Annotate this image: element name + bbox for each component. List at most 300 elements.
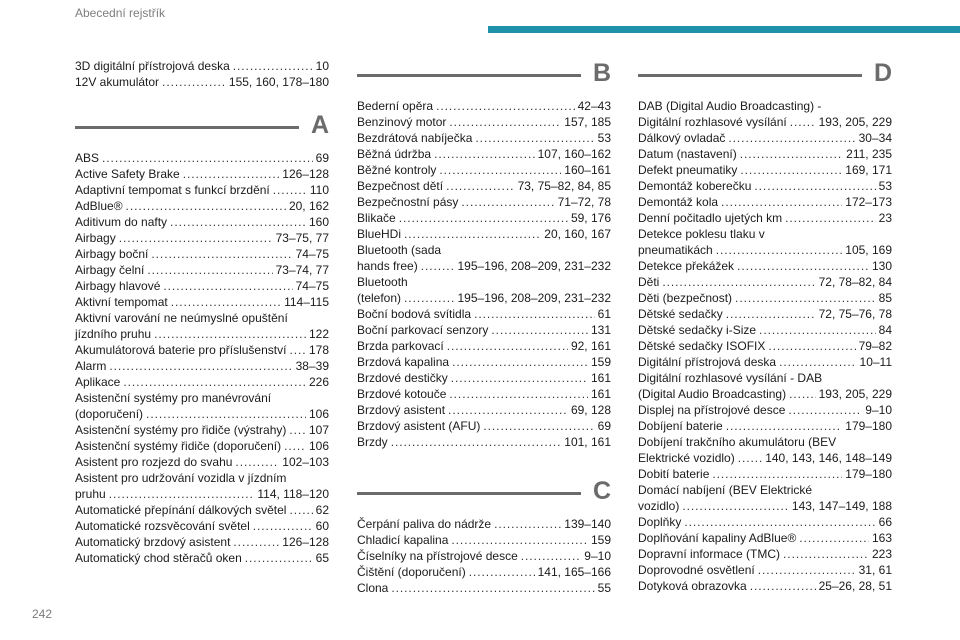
index-entry [357, 532, 611, 548]
leader-dots [726, 306, 816, 322]
index-entry [75, 422, 329, 438]
leader-dots [421, 258, 455, 274]
index-entry-term: Bederní opěra [357, 99, 434, 113]
index-entry [75, 534, 329, 550]
section-letter: D [873, 59, 892, 87]
leader-dots [123, 374, 306, 390]
leader-dots [712, 466, 842, 482]
leader-dots [461, 194, 554, 210]
leader-dots [171, 294, 281, 310]
index-entry-pages: 163 [871, 531, 892, 545]
index-entry [357, 580, 611, 596]
index-entry [638, 194, 892, 210]
leader-dots [289, 502, 312, 518]
leader-dots [491, 322, 588, 338]
index-entry-term: Automatické rozsvěcování světel [75, 519, 250, 533]
index-entry [357, 564, 611, 580]
index-entry-term: Dobití baterie [638, 467, 710, 481]
leader-dots [289, 422, 306, 438]
index-entry-term: 12V akumulátor [75, 75, 160, 89]
leader-dots [684, 514, 875, 530]
leader-dots [726, 418, 843, 434]
index-entry-pages: 69 [597, 419, 611, 433]
index-entry-term: ABS [75, 151, 100, 165]
index-entry-term: Akumulátorová baterie pro příslušenství [75, 343, 287, 357]
index-entry-term: Bezpečnostní pásy [357, 195, 459, 209]
index-entry [75, 502, 329, 518]
leader-dots [737, 258, 869, 274]
index-entry [75, 278, 329, 294]
index-entry-pages: 122 [308, 327, 329, 341]
leader-dots [768, 338, 855, 354]
index-entry [357, 338, 611, 354]
section-rule [357, 74, 581, 77]
index-entry-term: AdBlue® [75, 199, 123, 213]
index-entry-term: Benzinový motor [357, 115, 447, 129]
leader-dots [799, 530, 869, 546]
index-entry-term: Dětské sedačky i-Size [638, 323, 757, 337]
leader-dots [245, 550, 313, 566]
section-letter: B [592, 59, 611, 87]
index-entry-pages: 74–75 [295, 279, 329, 293]
index-entry-term: DAB (Digital Audio Broadcasting) - [638, 99, 822, 113]
index-entry-pages: 160–161 [564, 163, 611, 177]
index-entry [638, 578, 892, 594]
index-entry [75, 470, 329, 502]
index-entry-term: Dopravní informace (TMC) [638, 547, 781, 561]
index-entry-pages: 161 [590, 371, 611, 385]
index-entry-term: Adaptivní tempomat s funkcí brzdění [75, 183, 270, 197]
index-entry-pages: 141, 165–166 [537, 565, 611, 579]
index-entry-term: Asistenční systémy řidiče (doporučení) [75, 439, 282, 453]
index-entry-term: Airbagy čelní [75, 263, 145, 277]
index-entry-term: Detekce poklesu tlaku v [638, 227, 765, 241]
leader-dots [451, 370, 588, 386]
index-entry [75, 182, 329, 198]
index-entry-term: Active Safety Brake [75, 167, 180, 181]
index-entry-term: Doplňování kapaliny AdBlue® [638, 531, 797, 545]
index-entry-term: Clona [357, 581, 389, 595]
index-entry [638, 530, 892, 546]
leader-dots [469, 564, 535, 580]
index-entry-term: Doplňky [638, 515, 682, 529]
index-entry-pages: 25–26, 28, 51 [818, 579, 892, 593]
index-entry-term: (doporučení) [75, 407, 144, 421]
section-header-a [75, 110, 329, 150]
index-entry [357, 194, 611, 210]
index-column-1 [75, 58, 329, 566]
index-entry-term: 3D digitální přístrojová deska [75, 59, 230, 73]
leader-dots [233, 534, 279, 550]
leader-dots [146, 406, 306, 422]
index-entry-pages: 60 [315, 519, 329, 533]
leader-dots [404, 290, 454, 306]
index-entry [357, 146, 611, 162]
index-entry [75, 58, 329, 74]
leader-dots [716, 242, 843, 258]
index-entry [75, 454, 329, 470]
section-rule [638, 74, 862, 77]
index-entry-pages: 211, 235 [846, 147, 892, 161]
index-entry-pages: 126–128 [282, 535, 329, 549]
index-entry-term: Bluetooth [357, 275, 408, 289]
index-entry-term: Elektrické vozidlo) [638, 451, 735, 465]
section-letter: C [592, 477, 611, 505]
index-entry [638, 434, 892, 466]
index-entry-pages: 226 [308, 375, 329, 389]
index-entry-pages: 114–115 [284, 295, 329, 309]
index-entry [638, 146, 892, 162]
index-entry-term: Boční bodová svítidla [357, 307, 472, 321]
leader-dots [483, 418, 594, 434]
index-entry-pages: 106 [308, 439, 329, 453]
index-entry-term: Blikače [357, 211, 396, 225]
leader-dots [289, 342, 306, 358]
index-entry-pages: 9–10 [865, 403, 892, 417]
index-entry-pages: 9–10 [584, 549, 611, 563]
leader-dots [391, 434, 562, 450]
leader-dots [447, 338, 568, 354]
index-entry [75, 438, 329, 454]
index-entry-pages: 101, 161 [564, 435, 611, 449]
index-entry [638, 98, 892, 130]
index-entry-pages: 53 [878, 179, 892, 193]
leader-dots [154, 326, 306, 342]
leader-dots [109, 358, 292, 374]
index-entry-pages: 172–173 [845, 195, 892, 209]
index-entry-term: Boční parkovací senzory [357, 323, 489, 337]
leader-dots [789, 386, 816, 402]
index-entry-term: Datum (nastavení) [638, 147, 737, 161]
index-column-3 [638, 58, 892, 594]
index-entry-pages: 72, 75–76, 78 [818, 307, 892, 321]
index-entry-term: (telefon) [357, 291, 402, 305]
index-entry [357, 178, 611, 194]
index-entry-term: Brzda parkovací [357, 339, 444, 353]
header-accent-bar [488, 26, 960, 33]
index-entry-term: Asistent pro udržování vozidla v jízdním [75, 471, 287, 485]
leader-dots [783, 546, 869, 562]
index-entry-term: Běžné kontroly [357, 163, 437, 177]
index-entry-pages: 10–11 [859, 355, 892, 369]
index-entry-pages: 55 [597, 581, 611, 595]
index-entry [357, 274, 611, 306]
index-entry [638, 162, 892, 178]
index-entry [638, 322, 892, 338]
index-entry [357, 354, 611, 370]
index-entry-pages: 195–196, 208–209, 231–232 [457, 259, 611, 273]
index-entry-pages: 92, 161 [570, 339, 611, 353]
index-entry-pages: 114, 118–120 [257, 487, 329, 501]
index-entry [638, 290, 892, 306]
index-entry-pages: 155, 160, 178–180 [228, 75, 329, 89]
leader-dots [273, 182, 307, 198]
index-entry-term: Airbagy [75, 231, 116, 245]
index-entry-pages: 102–103 [282, 455, 329, 469]
index-entry-pages: 53 [597, 131, 611, 145]
index-entry [75, 550, 329, 566]
index-entry-term: Airbagy hlavové [75, 279, 161, 293]
index-entry-pages: 157, 185 [564, 115, 611, 129]
leader-dots [449, 386, 588, 402]
index-entry-pages: 69 [315, 151, 329, 165]
leader-dots [163, 278, 292, 294]
index-entry [75, 166, 329, 182]
index-entry-term: Dobíjení baterie [638, 419, 723, 433]
index-entry-term: pruhu [75, 487, 106, 501]
index-entry-term: Bezpečnost dětí [357, 179, 444, 193]
page-number: 242 [32, 607, 53, 621]
leader-dots [494, 516, 561, 532]
index-entry [357, 386, 611, 402]
index-entry [357, 434, 611, 450]
index-entry-pages: 20, 160, 167 [544, 227, 611, 241]
index-entry [357, 162, 611, 178]
index-entry [75, 246, 329, 262]
leader-dots [446, 178, 515, 194]
leader-dots [682, 498, 789, 514]
top-entry-list [75, 58, 329, 90]
index-entry-term: Dotyková obrazovka [638, 579, 747, 593]
index-entry-term: Brzdová kapalina [357, 355, 450, 369]
index-entry-pages: 72, 78–82, 84 [818, 275, 892, 289]
index-entry [75, 230, 329, 246]
leader-dots [758, 562, 856, 578]
index-entry-pages: 73–75, 77 [275, 231, 329, 245]
index-entry-pages: 79–82 [858, 339, 892, 353]
index-entry [75, 74, 329, 90]
index-entry [75, 214, 329, 230]
index-entry [75, 390, 329, 422]
index-entry [75, 150, 329, 166]
index-entry-pages: 140, 143, 146, 148–149 [765, 451, 892, 465]
index-entry-term: hands free) [357, 259, 418, 273]
index-entry-pages: 71–72, 78 [557, 195, 611, 209]
index-entry-term: Automatický chod stěračů oken [75, 551, 242, 565]
index-entry-term: Dálkový ovladač [638, 131, 726, 145]
index-entry-pages: 110 [309, 183, 329, 197]
index-entry-pages: 42–43 [577, 99, 611, 113]
index-entry-term: Dětské sedačky [638, 307, 723, 321]
index-entry-pages: 61 [597, 307, 611, 321]
index-entry-term: Asistenční systémy pro řidiče (výstrahy) [75, 423, 287, 437]
entry-list-d [638, 98, 892, 594]
index-entry-term: Denní počitadlo ujetých km [638, 211, 783, 225]
index-entry [638, 514, 892, 530]
index-entry-term: Dobíjení trakčního akumulátoru (BEV [638, 435, 837, 449]
index-entry-term: Aktivní tempomat [75, 295, 168, 309]
index-entry-term: (Digital Audio Broadcasting) [638, 387, 787, 401]
section-header-b [357, 58, 611, 98]
index-entry [357, 242, 611, 274]
index-entry-pages: 66 [878, 515, 892, 529]
index-entry-term: Bluetooth (sada [357, 243, 442, 257]
index-entry-pages: 84 [878, 323, 892, 337]
leader-dots [785, 210, 876, 226]
leader-dots [233, 58, 313, 74]
index-entry-pages: 73–74, 77 [275, 263, 329, 277]
leader-dots [151, 246, 292, 262]
index-entry-term: Airbagy boční [75, 247, 149, 261]
index-entry-term: Dětské sedačky ISOFIX [638, 339, 766, 353]
section-letter: A [310, 111, 329, 139]
index-entry [638, 370, 892, 402]
index-entry-pages: 69, 128 [570, 403, 611, 417]
index-entry [638, 130, 892, 146]
index-entry [75, 374, 329, 390]
index-entry [357, 402, 611, 418]
index-entry [638, 210, 892, 226]
index-entry-pages: 85 [878, 291, 892, 305]
index-entry [638, 402, 892, 418]
leader-dots [391, 580, 594, 596]
index-entry-pages: 160 [308, 215, 329, 229]
index-entry-term: vozidlo) [638, 499, 680, 513]
index-entry [638, 226, 892, 258]
index-entry [75, 262, 329, 278]
index-entry-term: Asistenční systémy pro manévrování [75, 391, 272, 405]
leader-dots [147, 262, 272, 278]
index-entry [357, 548, 611, 564]
index-entry [357, 210, 611, 226]
index-entry-term: Doprovodné osvětlení [638, 563, 755, 577]
index-entry-pages: 107 [308, 423, 329, 437]
index-entry [638, 306, 892, 322]
index-entry [638, 338, 892, 354]
index-entry-term: Brzdové kotouče [357, 387, 447, 401]
index-entry-term: Brzdový asistent (AFU) [357, 419, 481, 433]
index-entry-pages: 23 [878, 211, 892, 225]
index-entry-pages: 126–128 [282, 167, 329, 181]
index-entry [75, 358, 329, 374]
index-entry-term: Defekt pneumatiky [638, 163, 738, 177]
index-entry-pages: 105, 169 [845, 243, 892, 257]
index-entry [638, 546, 892, 562]
index-entry-pages: 179–180 [845, 467, 892, 481]
index-entry-pages: 159 [590, 355, 611, 369]
leader-dots [754, 178, 875, 194]
leader-dots [750, 578, 816, 594]
index-entry [357, 322, 611, 338]
index-entry-pages: 195–196, 208–209, 231–232 [457, 291, 611, 305]
index-entry-pages: 179–180 [845, 419, 892, 433]
leader-dots [738, 450, 763, 466]
index-entry-term: Brzdový asistent [357, 403, 446, 417]
index-entry [638, 178, 892, 194]
index-entry-pages: 30–34 [858, 131, 892, 145]
leader-dots [788, 402, 862, 418]
leader-dots [284, 438, 306, 454]
entry-list-a [75, 150, 329, 566]
leader-dots [474, 306, 595, 322]
index-entry-term: pneumatikách [638, 243, 713, 257]
index-entry-pages: 20, 162 [288, 199, 329, 213]
leader-dots [779, 354, 856, 370]
index-entry [357, 516, 611, 532]
leader-dots [404, 226, 541, 242]
index-entry [357, 98, 611, 114]
index-entry-term: Brzdové destičky [357, 371, 448, 385]
index-entry-term: Čerpání paliva do nádrže [357, 517, 492, 531]
index-entry [638, 418, 892, 434]
index-entry [75, 518, 329, 534]
leader-dots [102, 150, 313, 166]
leader-dots [759, 322, 876, 338]
index-entry-pages: 161 [590, 387, 611, 401]
index-entry-term: Detekce překážek [638, 259, 735, 273]
index-entry [638, 482, 892, 514]
leader-dots [235, 454, 279, 470]
index-entry-term: Běžná údržba [357, 147, 432, 161]
entry-list-b [357, 98, 611, 450]
index-entry-term: Chladicí kapalina [357, 533, 449, 547]
index-entry-pages: 193, 205, 229 [818, 115, 892, 129]
leader-dots [448, 402, 568, 418]
leader-dots [399, 210, 568, 226]
leader-dots [162, 74, 226, 90]
index-entry-pages: 59, 176 [570, 211, 611, 225]
index-entry-term: Digitální přístrojová deska [638, 355, 777, 369]
index-entry-term: Aplikace [75, 375, 121, 389]
index-entry-term: Číselníky na přístrojové desce [357, 549, 518, 563]
index-entry [357, 306, 611, 322]
index-entry-pages: 193, 205, 229 [818, 387, 892, 401]
index-entry-term: Děti (bezpečnost) [638, 291, 733, 305]
index-entry-pages: 74–75 [295, 247, 329, 261]
leader-dots [434, 146, 535, 162]
index-entry-term: Domácí nabíjení (BEV Elektrické [638, 483, 813, 497]
leader-dots [740, 162, 842, 178]
leader-dots [451, 532, 588, 548]
index-entry-pages: 10 [315, 59, 329, 73]
index-entry-pages: 107, 160–162 [537, 147, 611, 161]
index-entry-term: Demontáž kola [638, 195, 719, 209]
index-entry [357, 130, 611, 146]
leader-dots [109, 486, 255, 502]
index-entry-pages: 130 [871, 259, 892, 273]
leader-dots [253, 518, 313, 534]
index-entry-term: Aditivum do nafty [75, 215, 168, 229]
index-entry [638, 562, 892, 578]
index-entry [75, 342, 329, 358]
leader-dots [521, 548, 582, 564]
index-entry-term: jízdního pruhu [75, 327, 152, 341]
index-entry-pages: 223 [871, 547, 892, 561]
index-entry-pages: 139–140 [564, 517, 611, 531]
leader-dots [721, 194, 842, 210]
index-entry-term: Bezdrátová nabíječka [357, 131, 473, 145]
section-header-c [357, 476, 611, 516]
index-entry [357, 370, 611, 386]
index-entry-pages: 159 [590, 533, 611, 547]
leader-dots [735, 290, 876, 306]
index-entry-term: Čištění (doporučení) [357, 565, 466, 579]
index-entry [75, 310, 329, 342]
index-entry-pages: 65 [315, 551, 329, 565]
index-entry-term: Brzdy [357, 435, 388, 449]
index-entry-term: Demontáž koberečku [638, 179, 752, 193]
index-entry-term: Alarm [75, 359, 107, 373]
leader-dots [183, 166, 280, 182]
leader-dots [126, 198, 286, 214]
leader-dots [439, 162, 561, 178]
entry-list-c [357, 516, 611, 596]
leader-dots [475, 130, 594, 146]
index-entry [357, 114, 611, 130]
leader-dots [436, 98, 575, 114]
leader-dots [740, 146, 843, 162]
index-entry [638, 466, 892, 482]
